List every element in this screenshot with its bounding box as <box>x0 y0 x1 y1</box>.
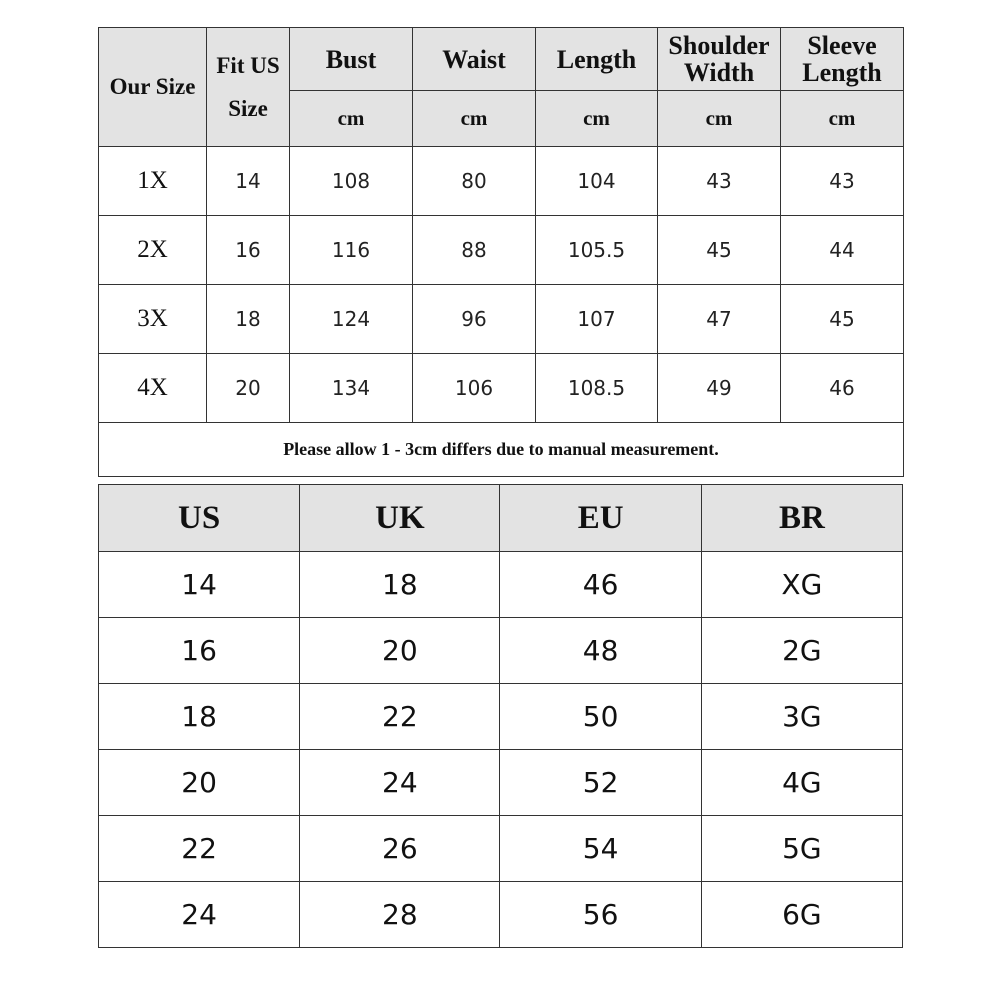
table-row <box>99 750 903 816</box>
size-conversion-table <box>98 484 903 948</box>
header-sleeve-length <box>781 28 904 91</box>
header-bust: Bust <box>290 28 413 91</box>
table-row <box>99 552 903 618</box>
cell-us: 16 <box>207 216 290 285</box>
table-row <box>99 684 903 750</box>
header-waist: Waist <box>413 28 536 91</box>
cell-sleeve: 43 <box>781 147 904 216</box>
cell-shoulder: 43 <box>658 147 781 216</box>
cell-waist: 80 <box>413 147 536 216</box>
header-length: Length <box>536 28 658 91</box>
cell-bust: 124 <box>290 285 413 354</box>
cell-size: 3X <box>99 285 207 354</box>
header-fit-us-line1: Fit US <box>216 53 280 78</box>
header-sleeve-line2: Length <box>802 58 882 87</box>
cell-eu: 48 <box>500 618 701 684</box>
cell-length: 104 <box>536 147 658 216</box>
cell-us: 14 <box>99 552 300 618</box>
cell-bust: 134 <box>290 354 413 423</box>
cell-size: 4X <box>99 354 207 423</box>
header-us: US <box>99 485 300 552</box>
cell-uk: 24 <box>300 750 500 816</box>
cell-br: 6G <box>701 882 902 948</box>
cell-bust: 116 <box>290 216 413 285</box>
cell-us: 22 <box>99 816 300 882</box>
table-row <box>99 147 904 216</box>
measurement-note: Please allow 1 - 3cm differs due to manual measurement. <box>99 423 904 477</box>
header-shoulder-width <box>658 28 781 91</box>
cell-shoulder: 45 <box>658 216 781 285</box>
cell-us: 18 <box>99 684 300 750</box>
unit-length: cm <box>536 91 658 147</box>
cell-br: XG <box>701 552 902 618</box>
cell-us: 20 <box>207 354 290 423</box>
table-row <box>99 354 904 423</box>
size-chart-table <box>98 27 904 477</box>
cell-eu: 54 <box>500 816 701 882</box>
cell-us: 24 <box>99 882 300 948</box>
cell-br: 3G <box>701 684 902 750</box>
table-row <box>99 882 903 948</box>
cell-br: 5G <box>701 816 902 882</box>
header-shoulder-line1: Shoulder <box>668 31 770 60</box>
cell-uk: 26 <box>300 816 500 882</box>
header-uk: UK <box>300 485 500 552</box>
header-fit-us-line2: Size <box>228 96 268 121</box>
cell-uk: 18 <box>300 552 500 618</box>
cell-waist: 106 <box>413 354 536 423</box>
table-row <box>99 285 904 354</box>
header-our-size: Our Size <box>99 28 207 147</box>
header-eu: EU <box>500 485 701 552</box>
cell-waist: 96 <box>413 285 536 354</box>
cell-size: 1X <box>99 147 207 216</box>
cell-sleeve: 46 <box>781 354 904 423</box>
cell-us: 14 <box>207 147 290 216</box>
cell-uk: 28 <box>300 882 500 948</box>
cell-waist: 88 <box>413 216 536 285</box>
cell-eu: 56 <box>500 882 701 948</box>
unit-sleeve: cm <box>781 91 904 147</box>
cell-bust: 108 <box>290 147 413 216</box>
unit-waist: cm <box>413 91 536 147</box>
cell-size: 2X <box>99 216 207 285</box>
cell-eu: 50 <box>500 684 701 750</box>
cell-length: 107 <box>536 285 658 354</box>
header-br: BR <box>701 485 902 552</box>
table-row <box>99 816 903 882</box>
cell-sleeve: 45 <box>781 285 904 354</box>
cell-br: 2G <box>701 618 902 684</box>
cell-us: 18 <box>207 285 290 354</box>
cell-eu: 46 <box>500 552 701 618</box>
cell-shoulder: 47 <box>658 285 781 354</box>
cell-br: 4G <box>701 750 902 816</box>
header-shoulder-line2: Width <box>683 58 755 87</box>
cell-eu: 52 <box>500 750 701 816</box>
table-row <box>99 216 904 285</box>
cell-length: 105.5 <box>536 216 658 285</box>
header-sleeve-line1: Sleeve <box>807 31 877 60</box>
cell-sleeve: 44 <box>781 216 904 285</box>
cell-us: 16 <box>99 618 300 684</box>
table-row <box>99 618 903 684</box>
cell-shoulder: 49 <box>658 354 781 423</box>
unit-bust: cm <box>290 91 413 147</box>
cell-uk: 22 <box>300 684 500 750</box>
unit-shoulder: cm <box>658 91 781 147</box>
header-fit-us-size <box>207 28 290 147</box>
cell-length: 108.5 <box>536 354 658 423</box>
cell-uk: 20 <box>300 618 500 684</box>
cell-us: 20 <box>99 750 300 816</box>
